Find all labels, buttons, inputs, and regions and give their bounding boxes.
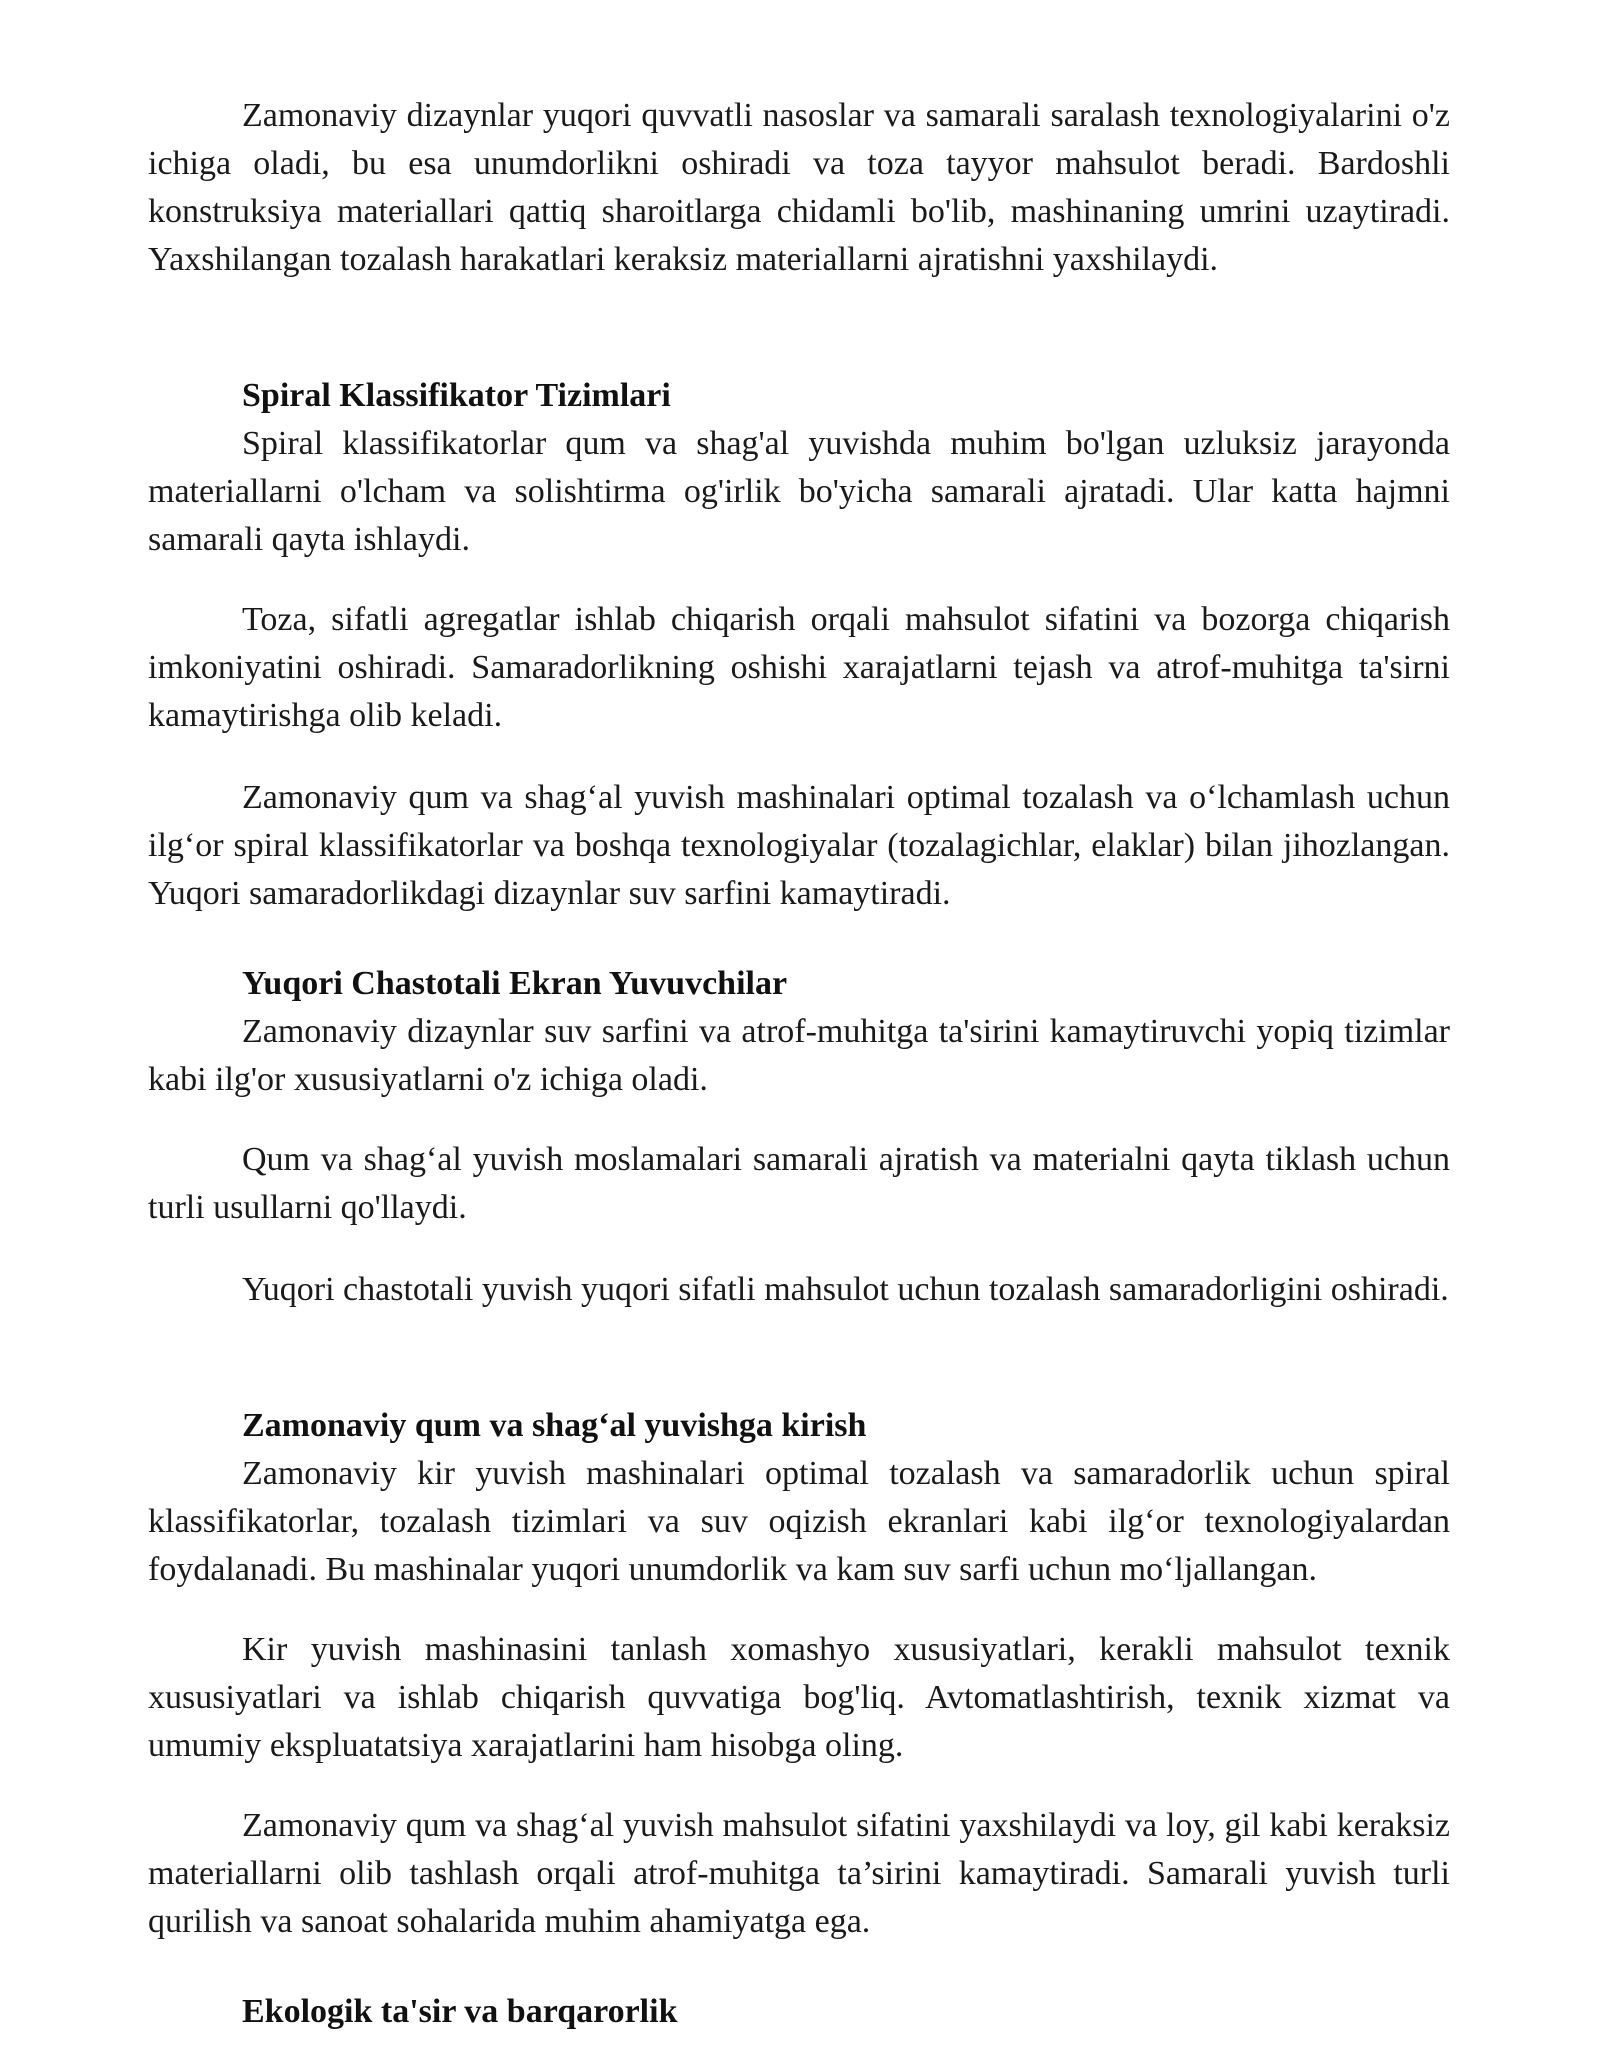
section-heading: Spiral Klassifikator Tizimlari — [242, 377, 671, 414]
section-spiral-classifier-p2 — [148, 596, 1450, 740]
section-heading: Yuqori Chastotali Ekran Yuvuvchilar — [242, 965, 788, 1002]
section-spiral-classifier — [148, 372, 1450, 564]
section-ecological-impact — [148, 1988, 1450, 2036]
paragraph: Kir yuvish mashinasini tanlash xomashyo xususiyatlari, kerakli mahsulot texnik xususiyatlari va ishlab chiqarish quvvatiga bog'liq. Avtomatlashtirish, texnik xizmat va umumiy ekspluatatsiya xarajatlarini ham hisobga oling. — [148, 1631, 1450, 1764]
section-high-frequency-screens-p3 — [148, 1266, 1450, 1314]
paragraph: Qum va shag‘al yuvish moslamalari samarali ajratish va materialni qayta tiklash uchun turli usullarni qo'llaydi. — [148, 1141, 1450, 1226]
section-spiral-classifier-p3 — [148, 774, 1450, 918]
paragraph: Zamonaviy qum va shag‘al yuvish mashinalari optimal tozalash va o‘lchamlash uchun ilg‘or spiral klassifikatorlar va boshqa texnologiyalar (tozalagichlar, elaklar) bilan jihozlangan. Yuqori samaradorlikdagi dizaynlar suv sarfini kamaytiradi. — [148, 779, 1450, 912]
section-modern-washing-intro — [148, 1402, 1450, 1594]
section-heading: Zamonaviy qum va shag‘al yuvishga kirish — [242, 1407, 867, 1444]
paragraph: Toza, sifatli agregatlar ishlab chiqarish orqali mahsulot sifatini va bozorga chiqarish imkoniyatini oshiradi. Samaradorlikning oshishi xarajatlarni tejash va atrof-muhitga ta'sirni kamaytirishga olib keladi. — [148, 601, 1450, 734]
section-high-frequency-screens-p2 — [148, 1136, 1450, 1232]
section-high-frequency-screens — [148, 960, 1450, 1104]
paragraph: Zamonaviy dizaynlar yuqori quvvatli nasoslar va samarali saralash texnologiyalarini o'z ichiga oladi, bu esa unumdorlikni oshiradi va toza tayyor mahsulot beradi. Bardoshli konstruksiya materiallari qattiq sharoitlarga chidamli bo'lib, mashinaning umrini uzaytiradi. Yaxshilangan tozalash harakatlari keraksiz materiallarni ajratishni yaxshilaydi. — [148, 97, 1450, 278]
section-modern-washing-p3 — [148, 1802, 1450, 1946]
intro-section — [148, 92, 1450, 284]
paragraph: Zamonaviy kir yuvish mashinalari optimal tozalash va samaradorlik uchun spiral klassifikatorlar, tozalash tizimlari va suv oqizish ekranlari kabi ilg‘or texnologiyalardan foydalanadi. Bu mashinalar yuqori unumdorlik va kam suv sarfi uchun mo‘ljallangan. — [148, 1455, 1450, 1588]
section-modern-washing-p2 — [148, 1626, 1450, 1770]
paragraph: Zamonaviy qum va shag‘al yuvish mahsulot sifatini yaxshilaydi va loy, gil kabi keraksiz materiallarni olib tashlash orqali atrof-muhitga ta’sirini kamaytiradi. Samarali yuvish turli qurilish va sanoat sohalarida muhim ahamiyatga ega. — [148, 1807, 1450, 1940]
paragraph: Spiral klassifikatorlar qum va shag'al yuvishda muhim bo'lgan uzluksiz jarayonda materiallarni o'lcham va solishtirma og'irlik bo'yicha samarali ajratadi. Ular katta hajmni samarali qayta ishlaydi. — [148, 425, 1450, 558]
paragraph: Yuqori chastotali yuvish yuqori sifatli mahsulot uchun tozalash samaradorligini oshiradi. — [242, 1271, 1449, 1308]
section-heading: Ekologik ta'sir va barqarorlik — [242, 1993, 678, 2030]
paragraph: Zamonaviy dizaynlar suv sarfini va atrof-muhitga ta'sirini kamaytiruvchi yopiq tizimlar kabi ilg'or xususiyatlarni o'z ichiga oladi. — [148, 1013, 1450, 1098]
